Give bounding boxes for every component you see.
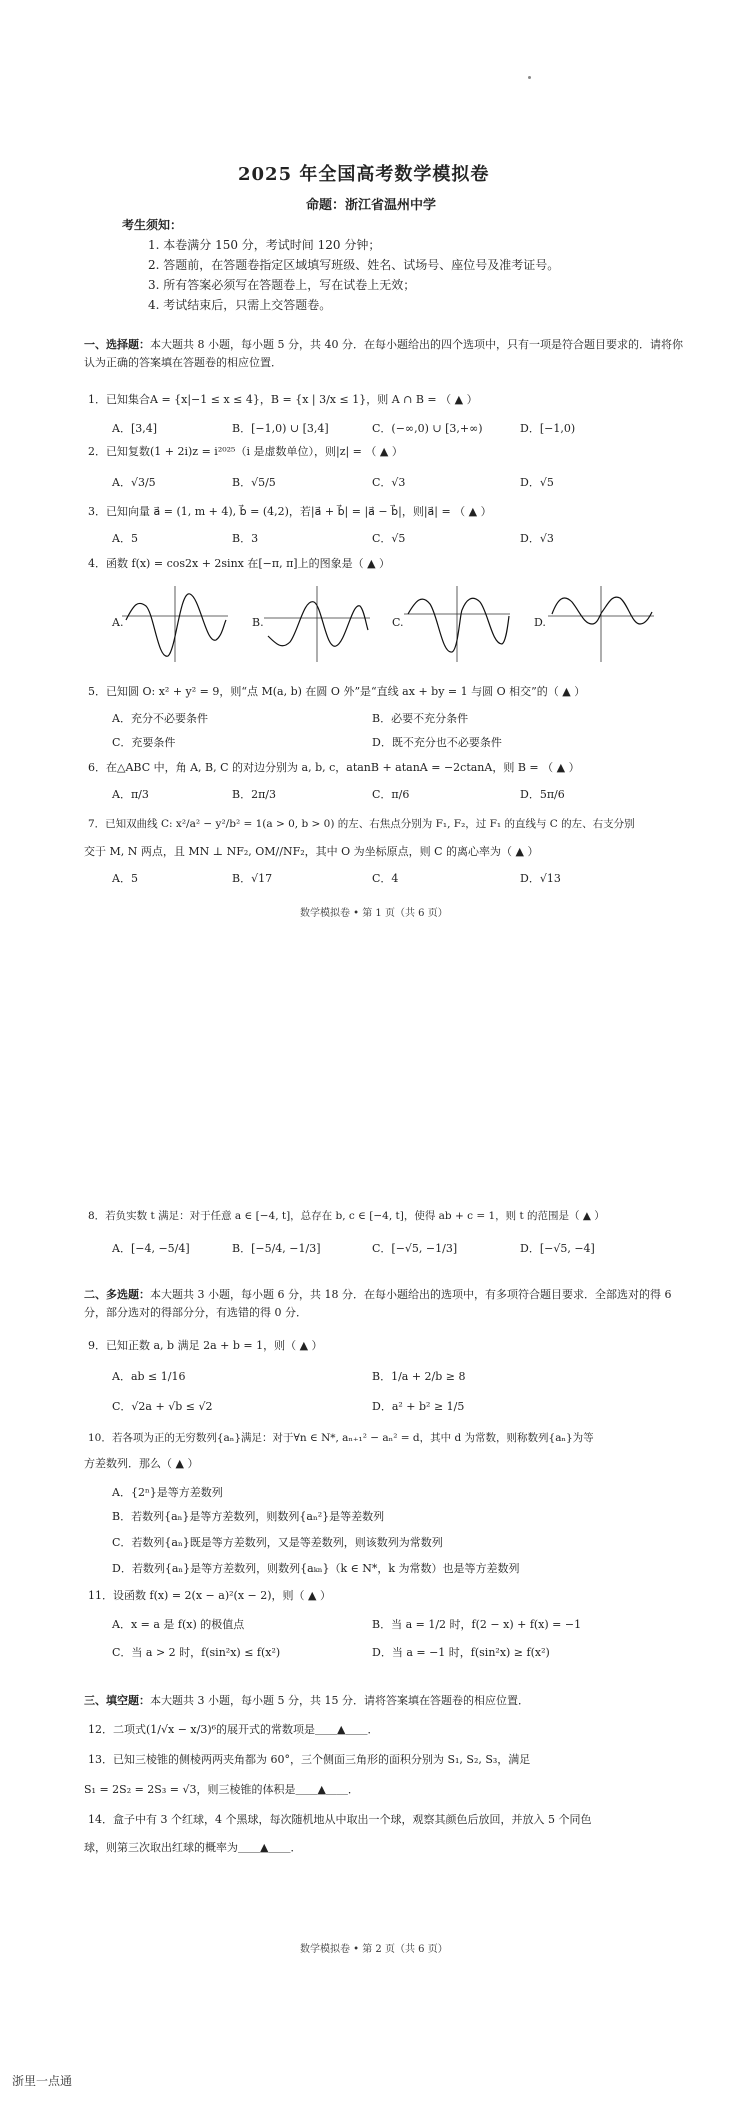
section-3-description: 本大题共 3 小题，每小题 5 分，共 15 分．请将答案填在答题卷的相应位置． <box>150 1694 529 1707</box>
section-2-heading: 二、多选题： <box>84 1288 150 1301</box>
question-9: 9．已知正数 a, b 满足 2a + b = 1，则（ ▲ ） <box>88 1339 323 1352</box>
q4-option-d: D. <box>534 616 546 629</box>
watermark-label: 浙里一点通 <box>12 2074 73 2088</box>
q2-option-b: B．√5/5 <box>232 476 276 489</box>
q7-option-a: A．5 <box>112 872 138 885</box>
q1-option-a: A．[3,4] <box>112 422 158 435</box>
q2-option-c: C．√3 <box>372 476 406 489</box>
q2-option-d: D．√5 <box>520 476 554 489</box>
q4-option-c: C. <box>392 616 404 629</box>
q3-option-d: D．√3 <box>520 532 554 545</box>
question-14-line1: 14．盒子中有 3 个红球，4 个黑球，每次随机地从中取出一个球，观察其颜色后放回，并放入 5 个同色 <box>88 1813 592 1826</box>
q5-option-c: C．充要条件 <box>112 736 176 749</box>
q11-option-c: C．当 a > 2 时，f(sin²x) ≤ f(x²) <box>112 1646 281 1659</box>
q9-option-d: D．a² + b² ≥ 1/5 <box>372 1400 465 1413</box>
question-10-line2: 方差数列．那么（ ▲ ） <box>84 1457 199 1470</box>
q1-option-b: B．[−1,0) ∪ [3,4] <box>232 422 329 435</box>
q1-option-c: C．(−∞,0) ∪ [3,+∞) <box>372 422 483 435</box>
question-3: 3．已知向量 a⃗ = (1, m + 4), b⃗ = (4,2)，若|a⃗ + b⃗| = |a⃗ − b⃗|，则|a⃗| = （ ▲ ） <box>88 505 492 518</box>
q3-option-c: C．√5 <box>372 532 406 545</box>
question-1: 1．已知集合A = {x|−1 ≤ x ≤ 4}，B = {x | 3/x ≤ 1}，则 A ∩ B = （ ▲ ） <box>88 393 478 406</box>
q7-option-b: B．√17 <box>232 872 273 885</box>
question-2: 2．已知复数(1 + 2i)z = i²⁰²⁵（i 是虚数单位），则|z| = （ ▲ ） <box>88 445 403 458</box>
question-13-line1: 13．已知三棱锥的侧棱两两夹角都为 60°，三个侧面三角形的面积分别为 S₁, S₂, S₃，满足 <box>88 1753 531 1766</box>
section-1-intro <box>84 336 684 372</box>
q9-option-a: A．ab ≤ 1/16 <box>112 1370 186 1383</box>
q4-option-b: B. <box>252 616 264 629</box>
question-13-line2: S₁ = 2S₂ = 2S₃ = √3，则三棱锥的体积是＿＿▲＿＿． <box>84 1783 359 1796</box>
section-1-description: 本大题共 8 小题，每小题 5 分，共 40 分．在每小题给出的四个选项中，只有一项是符合题目要求的．请将你认为正确的答案填在答题卷的相应位置． <box>84 338 683 369</box>
question-12: 12．二项式(1/√x − x/3)⁶的展开式的常数项是＿＿▲＿＿． <box>88 1723 379 1736</box>
question-6: 6．在△ABC 中，角 A, B, C 的对边分别为 a, b, c，atanB + atanA = −2ctanA，则 B = （ ▲ ） <box>88 761 580 774</box>
section-3-intro <box>84 1692 684 1710</box>
q2-option-a: A．√3/5 <box>112 476 156 489</box>
q11-option-b: B．当 a = 1/2 时，f(2 − x) + f(x) = −1 <box>372 1618 582 1631</box>
q10-option-a: A．{2ⁿ}是等方差数列 <box>112 1486 223 1499</box>
section-1-heading: 一、选择题： <box>84 338 150 351</box>
q5-option-a: A．充分不必要条件 <box>112 712 208 725</box>
q8-option-b: B．[−5/4, −1/3] <box>232 1242 321 1255</box>
q9-option-c: C．√2a + √b ≤ √2 <box>112 1400 213 1413</box>
q8-option-d: D．[−√5, −4] <box>520 1242 595 1255</box>
q3-option-a: A．5 <box>112 532 138 545</box>
q1-option-d: D．[−1,0) <box>520 422 576 435</box>
q11-option-a: A．x = a 是 f(x) 的极值点 <box>112 1618 245 1631</box>
section-2-description: 本大题共 3 小题，每小题 6 分，共 18 分．在每小题给出的选项中，有多项符合题目要求．全部选对的得 6 分，部分选对的得部分分，有选错的得 0 分． <box>84 1288 672 1319</box>
q3-option-b: B．3 <box>232 532 259 545</box>
q11-option-d: D．当 a = −1 时，f(sin²x) ≥ f(x²) <box>372 1646 550 1659</box>
question-14-line2: 球，则第三次取出红球的概率为＿＿▲＿＿． <box>84 1841 302 1854</box>
question-7-line1: 7．已知双曲线 C: x²/a² − y²/b² = 1(a > 0, b > 0) 的左、右焦点分别为 F₁, F₂，过 F₁ 的直线与 C 的左、右支分别 <box>88 818 635 830</box>
q6-option-d: D．5π/6 <box>520 788 565 801</box>
page-2-footer: 数学模拟卷 • 第 2 页（共 6 页） <box>300 1944 448 1955</box>
exam-author: 命题：浙江省温州中学 <box>306 198 437 213</box>
exam-title: 2025 年全国高考数学模拟卷 <box>238 164 490 185</box>
question-7-line2: 交于 M, N 两点，且 MN ⊥ NF₂, OM//NF₂，其中 O 为坐标原点，则 C 的离心率为（ ▲ ） <box>84 845 539 858</box>
q4-graph-d <box>546 584 656 664</box>
q4-option-a: A. <box>112 616 124 629</box>
q7-option-c: C．4 <box>372 872 399 885</box>
notice-item: 1. 本卷满分 150 分，考试时间 120 分钟； <box>148 238 381 252</box>
q10-option-d: D．若数列{aₙ}是等方差数列，则数列{aₖₙ}（k ∈ N*，k 为常数）也是等方差数列 <box>112 1562 520 1575</box>
q7-option-d: D．√13 <box>520 872 561 885</box>
section-2-intro <box>84 1286 684 1322</box>
question-11: 11．设函数 f(x) = 2(x − a)²(x − 2)，则（ ▲ ） <box>88 1589 331 1602</box>
q4-graph-c <box>402 584 512 664</box>
q4-graph-b <box>262 584 372 664</box>
q4-graph-a <box>120 584 230 664</box>
q8-option-a: A．[−4, −5/4] <box>112 1242 190 1255</box>
q5-option-b: B．必要不充分条件 <box>372 712 469 725</box>
section-3-heading: 三、填空题： <box>84 1694 150 1707</box>
q10-option-c: C．若数列{aₙ}既是等方差数列，又是等差数列，则该数列为常数列 <box>112 1536 443 1549</box>
q5-option-d: D．既不充分也不必要条件 <box>372 736 502 749</box>
notice-item: 4. 考试结束后，只需上交答题卷。 <box>148 298 332 312</box>
q9-option-b: B．1/a + 2/b ≥ 8 <box>372 1370 466 1383</box>
notice-item: 3. 所有答案必须写在答题卷上，写在试卷上无效； <box>148 278 416 292</box>
question-10-line1: 10．若各项为正的无穷数列{aₙ}满足：对于∀n ∈ N*, aₙ₊₁² − aₙ² = d，其中 d 为常数，则称数列{aₙ}为等 <box>88 1432 594 1444</box>
q10-option-b: B．若数列{aₙ}是等方差数列，则数列{aₙ²}是等差数列 <box>112 1510 385 1523</box>
notice-item: 2. 答题前，在答题卷指定区域填写班级、姓名、试场号、座位号及准考证号。 <box>148 258 560 272</box>
question-8: 8．若负实数 t 满足：对于任意 a ∈ [−4, t]，总存在 b, c ∈ [−4, t]，使得 ab + c = 1，则 t 的范围是（ ▲ ） <box>88 1210 605 1222</box>
notice-title: 考生须知： <box>122 218 183 232</box>
q6-option-a: A．π/3 <box>112 788 149 801</box>
q6-option-c: C．π/6 <box>372 788 410 801</box>
question-4: 4．函数 f(x) = cos2x + 2sinx 在[−π, π]上的图象是（ ▲ ） <box>88 557 391 570</box>
question-5: 5．已知圆 O: x² + y² = 9，则“点 M(a, b) 在圆 O 外”是“直线 ax + by = 1 与圆 O 相交”的（ ▲ ） <box>88 685 586 698</box>
q8-option-c: C．[−√5, −1/3] <box>372 1242 458 1255</box>
page-1-footer: 数学模拟卷 • 第 1 页（共 6 页） <box>300 908 448 919</box>
q6-option-b: B．2π/3 <box>232 788 277 801</box>
